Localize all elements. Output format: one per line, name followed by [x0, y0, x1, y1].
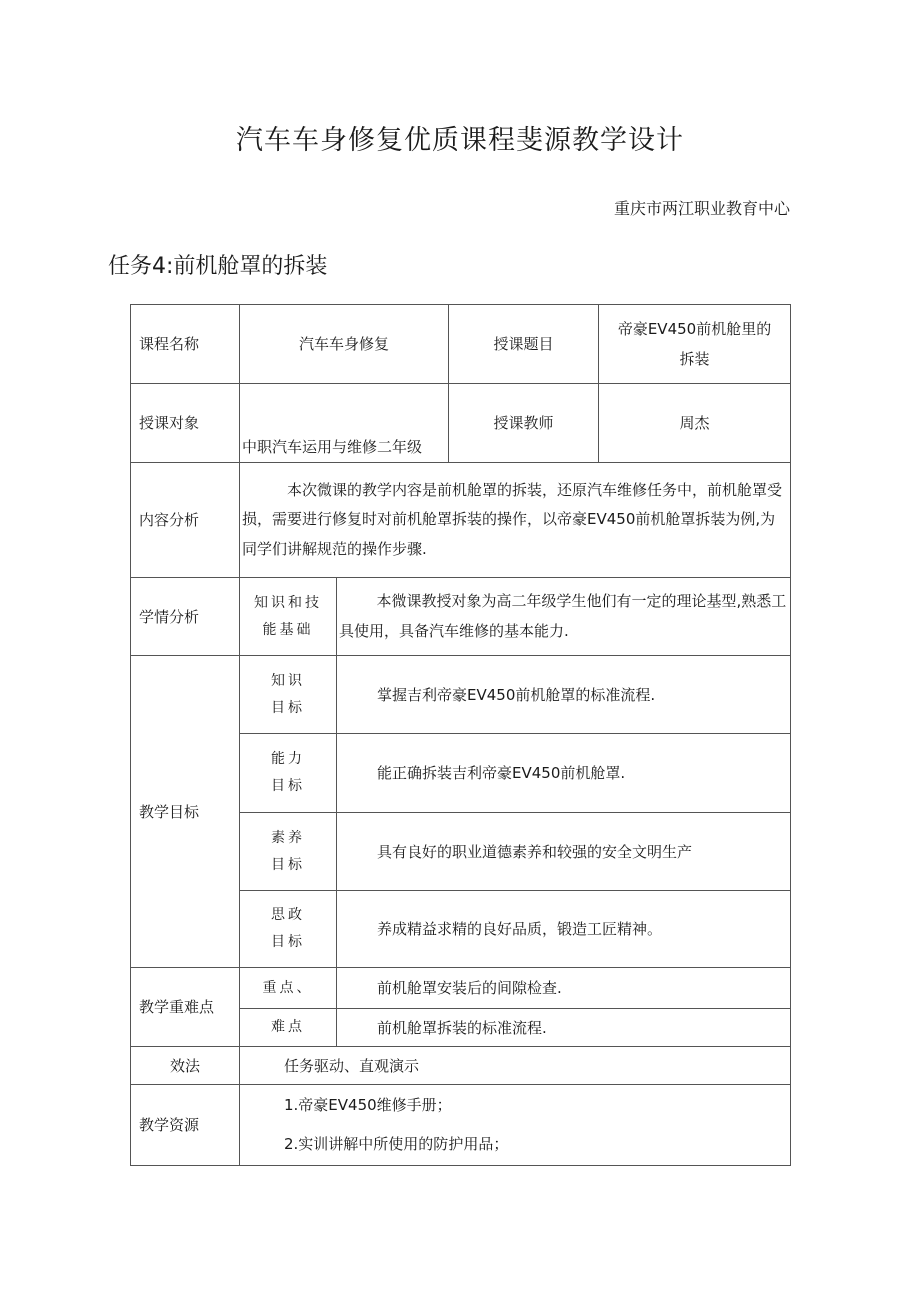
table-row	[131, 968, 791, 1009]
goal-sub-line2: 目标	[271, 934, 305, 950]
method-value: 任务驱动、直观演示	[240, 1047, 791, 1085]
lesson-plan-table	[130, 304, 791, 1166]
content-value: 本次微课的教学内容是前机舱罩的拆装，还原汽车维修任务中，前机舱罩受损，需要进行修复时对前机舱罩拆装的操作，以帝豪EV450前机舱罩拆装为例,为同学们讲解规范的操作步骤.	[240, 463, 791, 578]
organization-name: 重庆市两江职业教育中心	[613, 199, 790, 218]
learner-sub-line2: 能基础	[262, 621, 314, 638]
table-row	[131, 578, 791, 656]
goal-sub	[240, 734, 337, 813]
goal-sub-line1: 素养	[271, 829, 305, 846]
course-name-value: 汽车车身修复	[240, 305, 449, 384]
table-row	[131, 656, 791, 734]
audience-label: 授课对象	[131, 384, 240, 463]
table-row	[131, 384, 791, 463]
learner-value: 本微课教授对象为高二年级学生他们有一定的理论基型,熟悉工具使用，具备汽车维修的基本能力.	[337, 578, 791, 656]
keypoints-label: 教学重难点	[131, 968, 240, 1047]
goal-sub	[240, 813, 337, 891]
goals-label: 教学目标	[131, 656, 240, 968]
table-row	[131, 463, 791, 578]
learner-label: 学情分析	[131, 578, 240, 656]
document-title: 汽车车身修复优质课程斐源教学设计	[236, 125, 684, 156]
course-name-label: 课程名称	[131, 305, 240, 384]
key-sub: 重点、	[240, 968, 337, 1009]
goal-sub-line1: 能力	[271, 751, 305, 768]
goal-sub-line2: 目标	[271, 856, 305, 873]
goal-sub-line2: 目标	[271, 699, 305, 716]
resources-label: 教学资源	[131, 1085, 240, 1166]
table-row	[131, 305, 791, 384]
topic-value-line1: 帝豪EV450前机舱里的	[617, 320, 772, 338]
resources-value	[240, 1085, 791, 1166]
goal-text: 能正确拆装吉利帝豪EV450前机舱罩.	[337, 734, 791, 813]
goal-sub-line1: 知识	[271, 672, 305, 689]
goal-text: 养成精益求精的良好品质，锻造工匠精神。	[337, 891, 791, 968]
audience-value: 中职汽车运用与维修二年级	[240, 384, 449, 463]
teacher-label: 授课教师	[449, 384, 599, 463]
task-heading: 任务4:前机舱罩的拆装	[108, 254, 328, 279]
key-text: 前机舱罩安装后的间隙检查.	[337, 968, 791, 1009]
learner-sub	[240, 578, 337, 656]
goal-text: 具有良好的职业道德素养和较强的安全文明生产	[337, 813, 791, 891]
resource-item: 2.实训讲解中所使用的防护用品；	[284, 1135, 509, 1153]
resource-item: 1.帝豪EV450维修手册；	[284, 1096, 452, 1114]
table-row	[131, 1047, 791, 1085]
content-label: 内容分析	[131, 463, 240, 578]
topic-value	[599, 305, 791, 384]
topic-label: 授课题目	[449, 305, 599, 384]
table-row	[131, 1085, 791, 1166]
topic-value-line2: 拆装	[679, 350, 710, 368]
diff-text: 前机舱罩拆装的标准流程.	[337, 1009, 791, 1047]
goal-sub	[240, 891, 337, 968]
method-label: 效法	[131, 1047, 240, 1085]
goal-text: 掌握吉利帝豪EV450前机舱罩的标准流程.	[337, 656, 791, 734]
diff-sub: 难点	[240, 1009, 337, 1047]
goal-sub-line2: 目标	[271, 778, 305, 794]
goal-sub	[240, 656, 337, 734]
goal-sub-line1: 思政	[271, 907, 305, 924]
teacher-value: 周杰	[599, 384, 791, 463]
learner-sub-line1: 知识和技	[254, 594, 322, 611]
